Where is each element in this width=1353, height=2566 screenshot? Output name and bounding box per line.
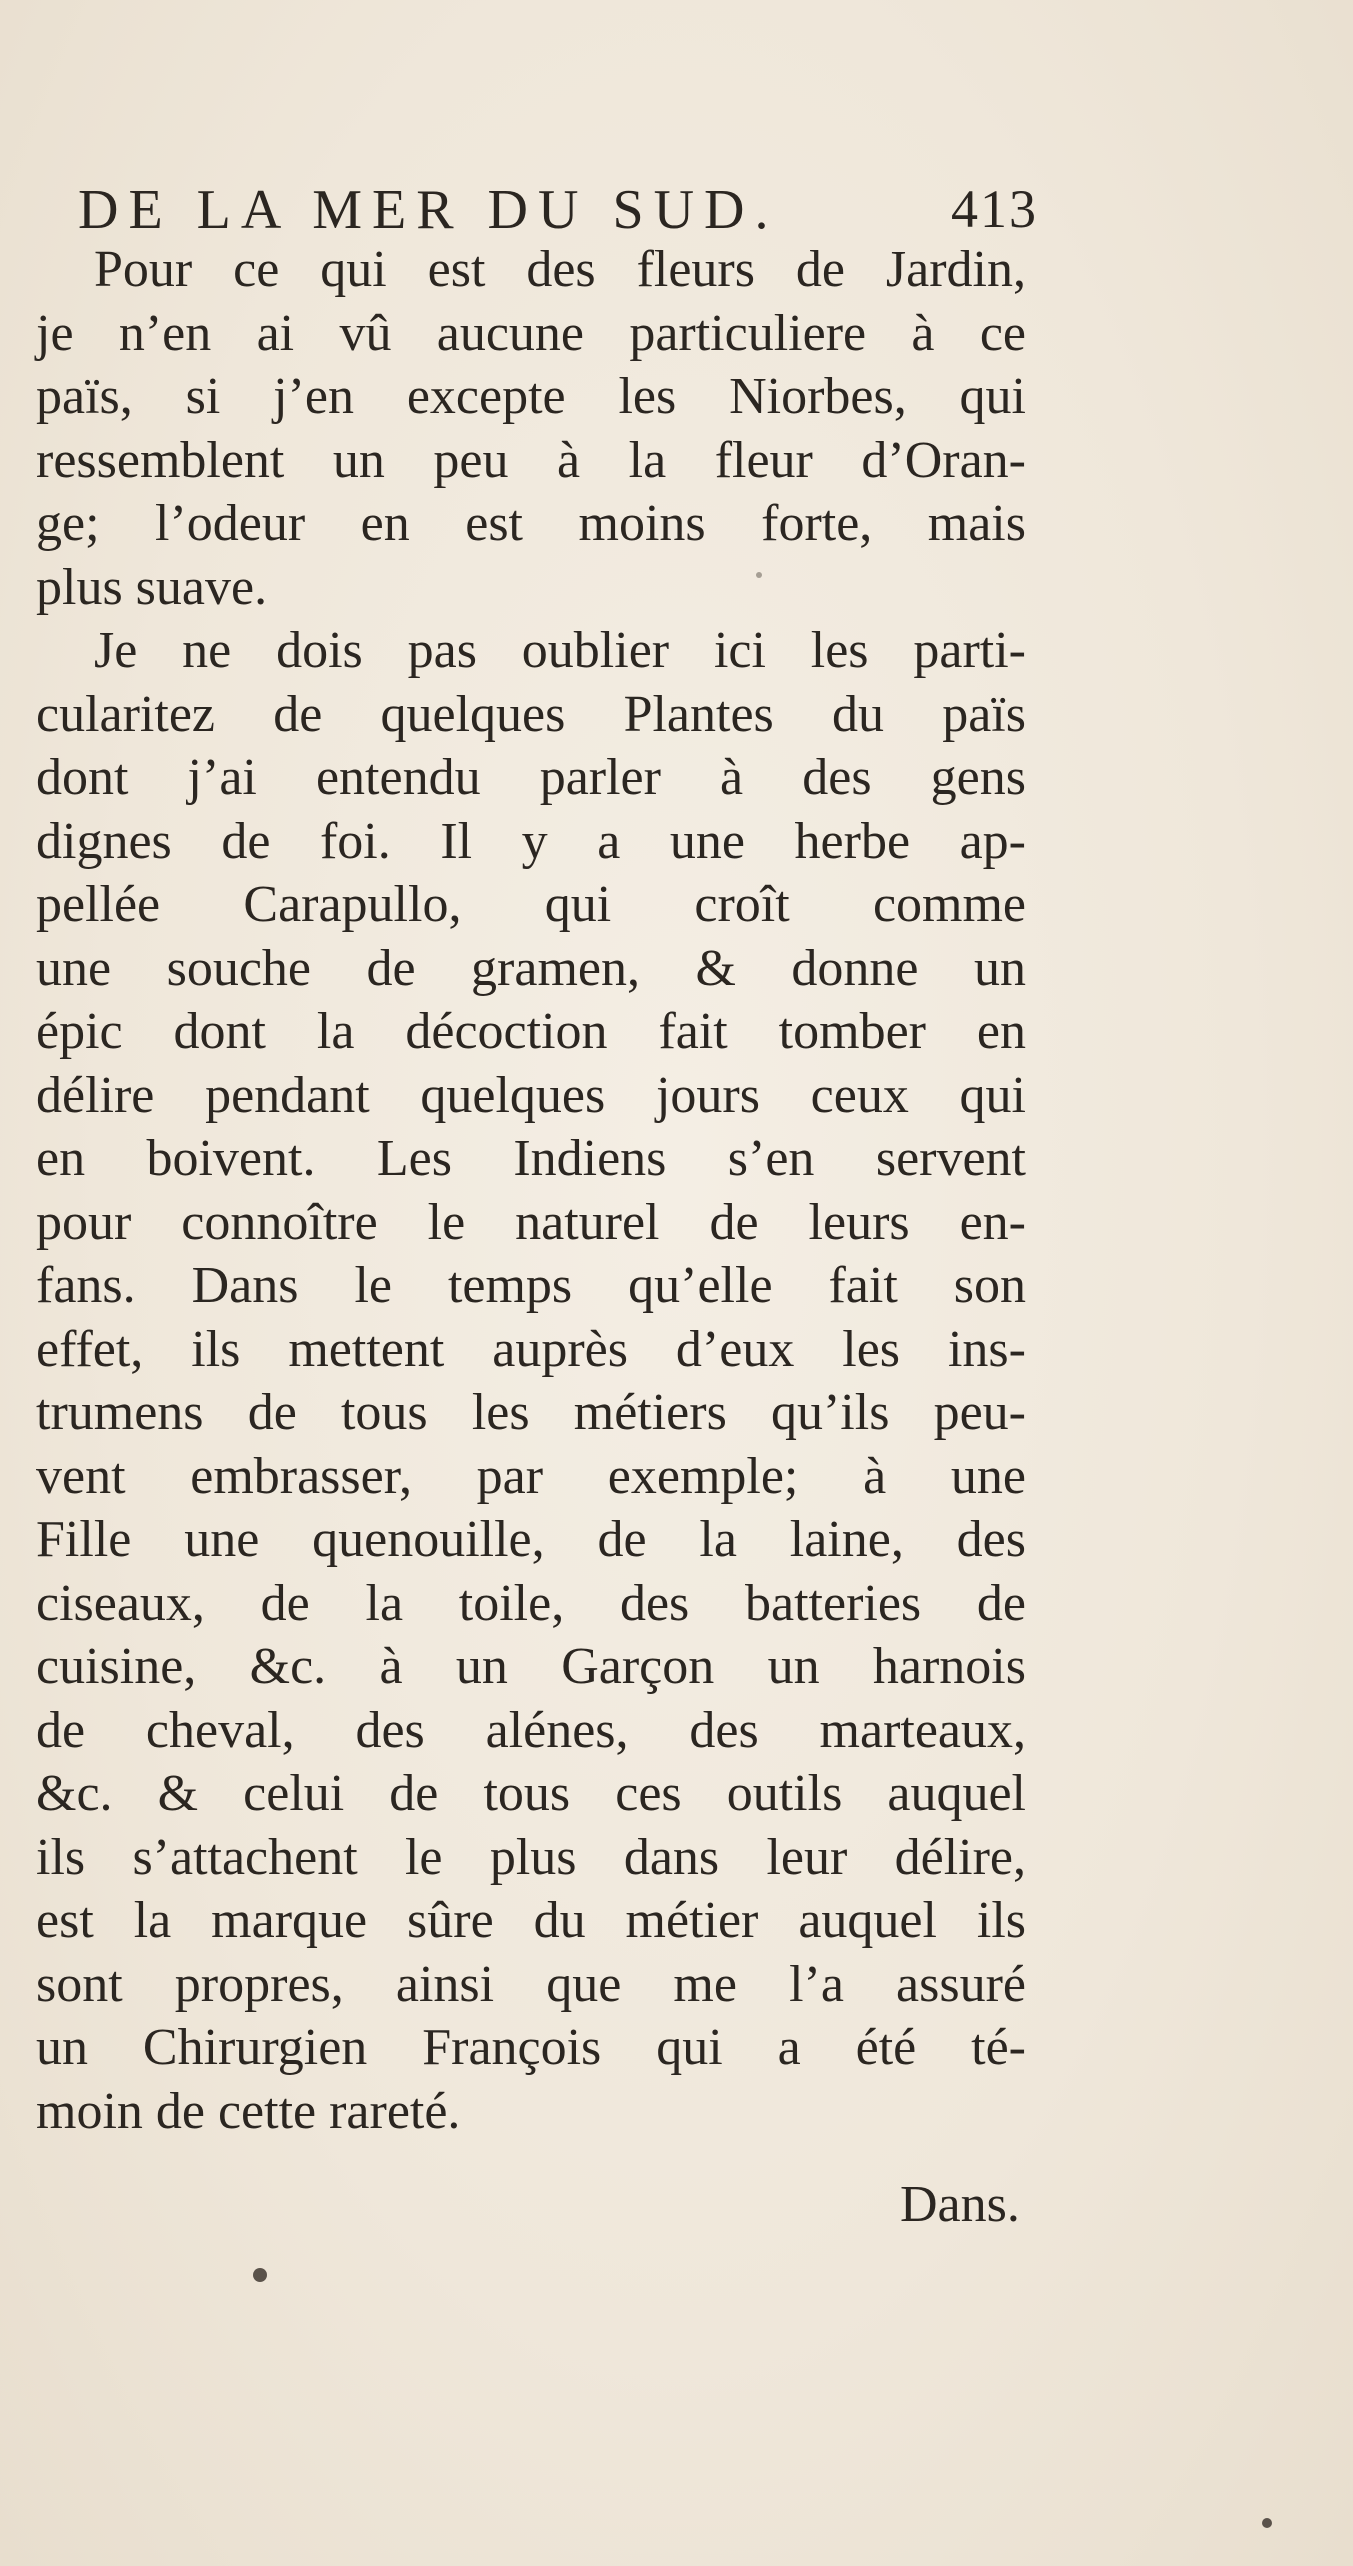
text-line: ressemblent un peu à la fleur d’Oran- — [36, 431, 1026, 489]
text-line: Fille une quenouille, de la laine, des — [36, 1511, 1026, 1568]
text-line: dont j’ai entendu parler à des gens — [36, 749, 1026, 806]
text-line: pellée Carapullo, qui croît comme — [36, 876, 1026, 933]
ink-speck — [253, 2268, 267, 2282]
text-line: je n’en ai vû aucune particuliere à ce — [36, 304, 1026, 362]
text-line: pour connoître le naturel de leurs en- — [36, 1193, 1026, 1251]
text-line: cuisine, &c. à un Garçon un harnois — [36, 1638, 1026, 1695]
text-line: dignes de foi. Il y a une herbe ap- — [36, 812, 1026, 870]
text-line: païs, si j’en excepte les Niorbes, qui — [36, 368, 1026, 425]
text-line: Je ne dois pas oublier ici les parti- — [94, 622, 1026, 679]
body-text — [36, 238, 1026, 2143]
text-line: &c. & celui de tous ces outils auquel — [36, 1765, 1026, 1822]
text-line: de cheval, des alénes, des marteaux, — [36, 1701, 1026, 1759]
ink-speck — [1262, 2518, 1272, 2528]
text-line: ge; l’odeur en est moins forte, mais — [36, 495, 1026, 552]
text-line: sont propres, ainsi que me l’a assuré — [36, 1955, 1026, 2013]
text-line: en boivent. Les Indiens s’en servent — [36, 1130, 1026, 1187]
text-line: cularitez de quelques Plantes du païs — [36, 685, 1026, 743]
text-line: effet, ils mettent auprès d’eux les ins- — [36, 1320, 1026, 1378]
page-number: 413 — [951, 179, 1038, 239]
text-line: une souche de gramen, & donne un — [36, 939, 1026, 997]
text-line: plus suave. — [36, 558, 268, 616]
text-line: ils s’attachent le plus dans leur délire, — [36, 1828, 1026, 1886]
running-head: DE LA MER DU SUD. — [78, 179, 779, 241]
text-line: vent embrasser, par exemple; à une — [36, 1447, 1026, 1505]
text-line: est la marque sûre du métier auquel ils — [36, 1892, 1026, 1949]
text-line: Pour ce qui est des fleurs de Jardin, — [94, 241, 1026, 298]
text-line: ciseaux, de la toile, des batteries de — [36, 1574, 1026, 1632]
text-line: un Chirurgien François qui a été té- — [36, 2019, 1026, 2076]
text-line: délire pendant quelques jours ceux qui — [36, 1066, 1026, 1124]
ink-speck — [756, 572, 762, 578]
text-line: trumens de tous les métiers qu’ils peu- — [36, 1384, 1026, 1441]
catchword: Dans. — [900, 2176, 1020, 2233]
text-line: moin de cette rareté. — [36, 2082, 461, 2140]
text-line: fans. Dans le temps qu’elle fait son — [36, 1257, 1026, 1314]
text-line: épic dont la décoction fait tomber en — [36, 1003, 1026, 1060]
